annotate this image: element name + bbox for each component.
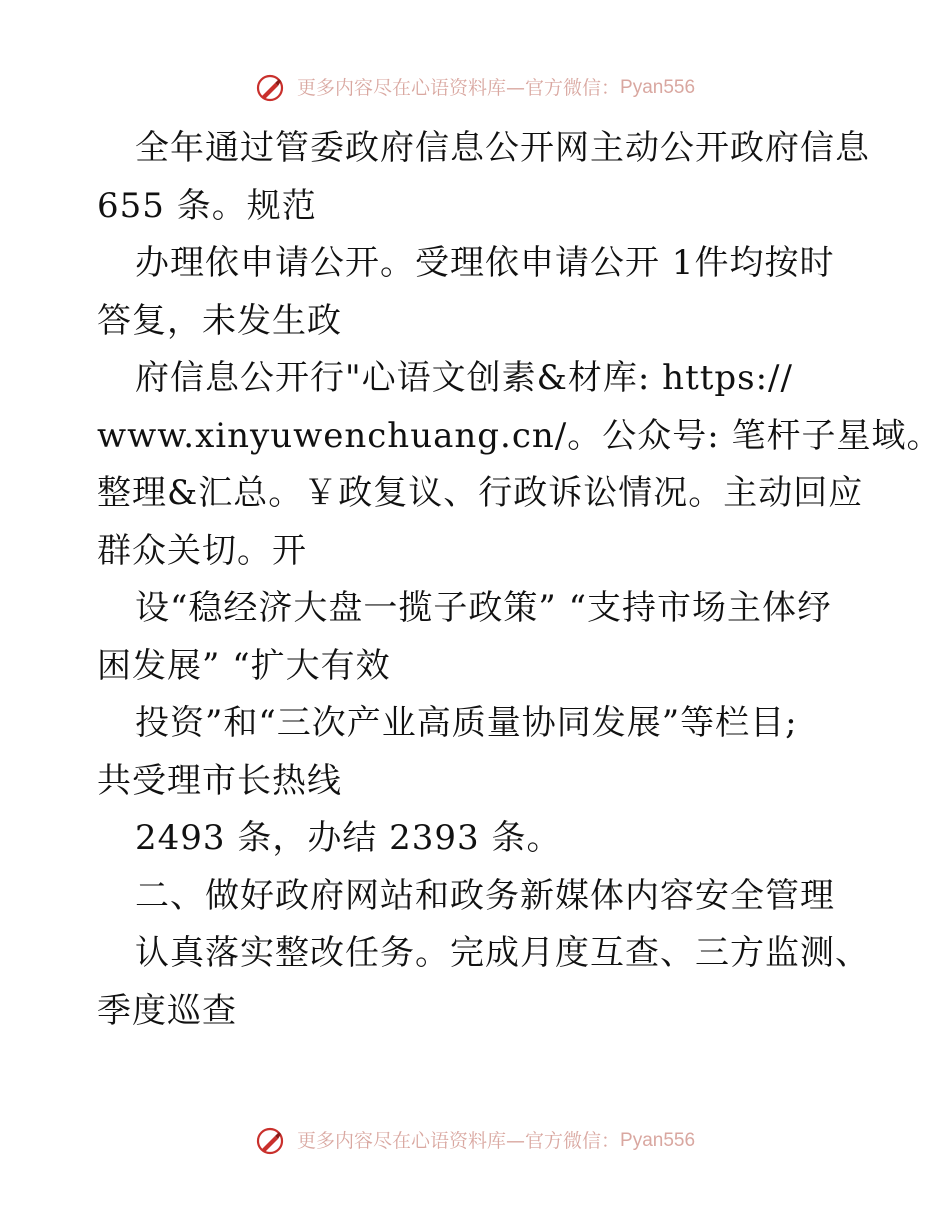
header-wechat-id: Pyan556 [620, 77, 696, 98]
body-line: www.xinyuwenchuang.cn/。公众号: 笔杆子星域。 [97, 415, 942, 456]
body-line: 办理依申请公开。受理依申请公开 1件均按时 [135, 243, 835, 283]
section-heading: 二、做好政府网站和政务新媒体内容安全管理 [135, 875, 835, 916]
footer-banner-separator: — [506, 1130, 526, 1152]
header-banner-text: 更多内容尽在心语资料库 [297, 77, 507, 99]
body-line: 季度巡查 [97, 990, 237, 1031]
document-body [97, 120, 942, 1040]
body-line: 全年通过管委政府信息公开网主动公开政府信息 [135, 128, 870, 168]
body-line: 2493 条，办结 2393 条。 [135, 818, 562, 858]
footer-wechat-label: 官方微信： [525, 1130, 621, 1152]
footer-banner-text: 更多内容尽在心语资料库 [297, 1130, 507, 1152]
body-line: 答复，未发生政 [97, 300, 342, 341]
header-wechat-label: 官方微信： [525, 77, 621, 99]
body-line: 群众关切。开 [97, 530, 307, 571]
body-line: 困发展” “扩大有效 [97, 645, 391, 686]
header-watermark-banner [0, 73, 950, 103]
header-banner-separator: — [506, 77, 526, 99]
body-line: 设“稳经济大盘一揽子政策” “支持市场主体纾 [135, 588, 832, 628]
body-line: 整理&汇总。￥政复议、行政诉讼情况。主动回应 [97, 473, 864, 513]
body-line: 投资”和“三次产业高质量协同发展”等栏目; [135, 703, 798, 743]
pen-circle-logo-icon [255, 73, 285, 103]
pen-circle-logo-icon [255, 1126, 285, 1156]
body-line: 655 条。规范 [97, 185, 317, 226]
footer-wechat-id: Pyan556 [620, 1130, 696, 1151]
body-line: 府信息公开行"心语文创素&材库: https:// [135, 358, 793, 398]
body-line: 共受理市长热线 [97, 760, 342, 801]
body-line: 认真落实整改任务。完成月度互查、三方监测、 [135, 933, 870, 973]
footer-watermark-banner [0, 1126, 950, 1156]
